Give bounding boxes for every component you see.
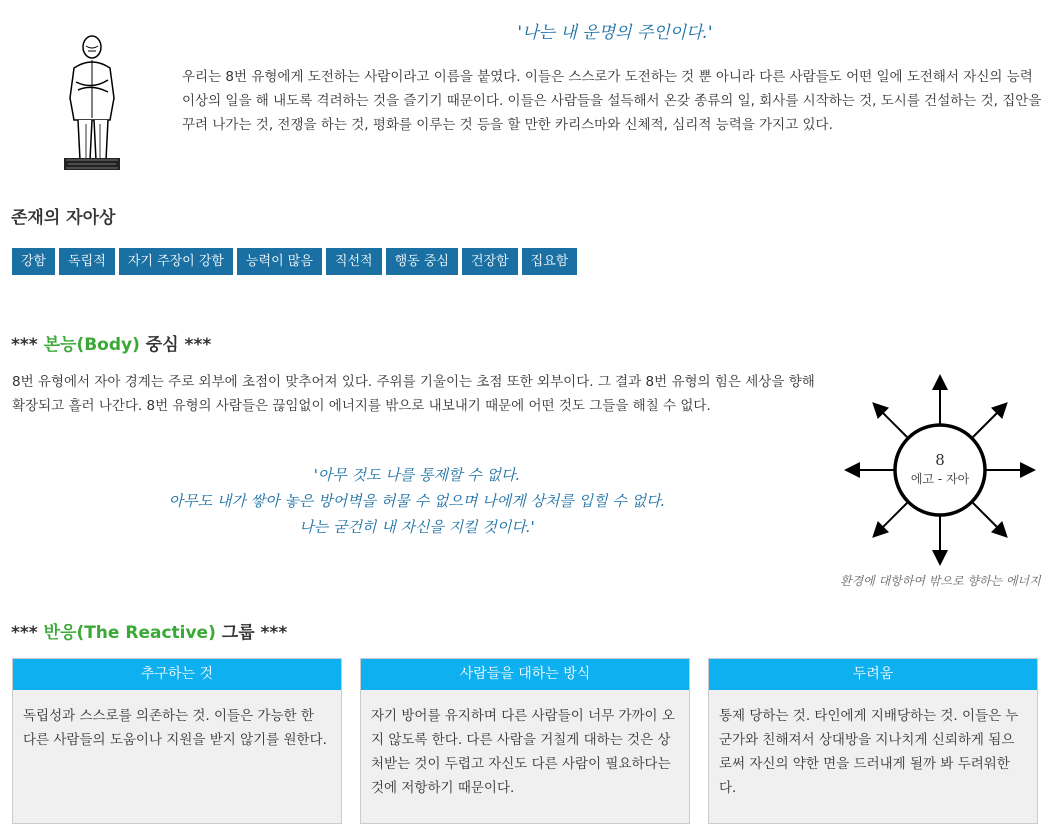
trait-tag: 독립적 bbox=[59, 248, 115, 275]
heading-prefix: *** bbox=[11, 623, 38, 643]
diagram-label: 에고 - 자아 bbox=[910, 472, 970, 486]
self-image-heading: 존재의 자아상 bbox=[11, 208, 116, 228]
trait-tag: 행동 중심 bbox=[386, 248, 458, 275]
heading-highlight: 본능(Body) bbox=[43, 335, 140, 355]
card-text: 자기 방어를 유지하며 다른 사람들이 너무 가까이 오지 않도록 한다. 다른 사람을 거칠게 대하는 것은 상처받는 것이 두렵고 자신도 다른 사람이 필요하다는 것에 저항하기 때문이다. bbox=[371, 708, 675, 796]
card-title: 두려움 bbox=[709, 659, 1037, 690]
ego-circle bbox=[895, 425, 985, 515]
reactive-card-treatment bbox=[360, 658, 690, 824]
diagram-number: 8 bbox=[935, 451, 945, 469]
heading-prefix: *** bbox=[11, 335, 38, 355]
businessman-illustration bbox=[56, 34, 128, 176]
card-text: 통제 당하는 것. 타인에게 지배당하는 것. 이들은 누군가와 친해져서 상대방을 지나치게 신뢰하게 됨으로써 자신의 약한 면을 드러내게 될까 봐 두려워한다. bbox=[719, 708, 1019, 796]
heading-suffix: 그룹 *** bbox=[221, 623, 288, 643]
header-quote: '나는 내 운명의 주인이다.' bbox=[517, 23, 713, 43]
reactive-card-fear bbox=[708, 658, 1038, 824]
intro-paragraph: 우리는 8번 유형에게 도전하는 사람이라고 이름을 붙였다. 이들은 스스로가 도전하는 것 뿐 아니라 다른 사람들도 어떤 일에 도전해서 자신의 능력 이상의 일을 해 내도록 격려하는 것을 즐기기 때문이다. 이들은 사람들을 설득해서 온갖 종류의 일, 회사를 시작하는 것, 도시를 건설하는 것, 집안을 꾸려 나가는 것, 전쟁을 하는 것, 평화를 이루는 것 등을 할 만한 카리스마와 신체적, 심리적 능력을 가지고 있다. bbox=[182, 69, 1042, 133]
quote-line: 아무도 내가 쌓아 놓은 방어벽을 허물 수 없으며 나에게 상처를 입힐 수 없다. bbox=[168, 492, 666, 510]
body-center-heading bbox=[11, 330, 211, 355]
card-title: 사람들을 대하는 방식 bbox=[361, 659, 689, 690]
trait-tag: 자기 주장이 강함 bbox=[119, 248, 233, 275]
heading-highlight: 반응(The Reactive) bbox=[43, 623, 216, 643]
ego-energy-diagram bbox=[840, 370, 1040, 570]
trait-tag: 강함 bbox=[12, 248, 55, 275]
quote-line: 나는 굳건히 내 자신을 지킬 것이다.' bbox=[299, 518, 535, 536]
body-center-paragraph: 8번 유형에서 자아 경계는 주로 외부에 초점이 맞추어져 있다. 주위를 기울이는 초점 또한 외부이다. 그 결과 8번 유형의 힘은 세상을 향해 확장되고 흘러 나간다. 8번 유형의 사람들은 끊임없이 에너지를 밖으로 내보내기 때문에 어떤 것도 그들을 해칠 수 없다. bbox=[12, 374, 815, 414]
trait-tag: 집요함 bbox=[522, 248, 578, 275]
trait-tag: 능력이 많음 bbox=[237, 248, 322, 275]
trait-tag-list bbox=[12, 248, 577, 275]
body-center-quote bbox=[12, 462, 822, 540]
heading-suffix: 중심 *** bbox=[145, 335, 212, 355]
diagram-caption: 환경에 대항하여 밖으로 향하는 에너지 bbox=[840, 574, 1041, 588]
trait-tag: 직선적 bbox=[326, 248, 382, 275]
card-text: 독립성과 스스로를 의존하는 것. 이들은 가능한 한 다른 사람들의 도움이나 지원을 받지 않기를 원한다. bbox=[23, 708, 327, 748]
quote-line: '아무 것도 나를 통제할 수 없다. bbox=[313, 466, 521, 484]
trait-tag: 건장함 bbox=[462, 248, 518, 275]
reactive-card-pursuit bbox=[12, 658, 342, 824]
reactive-heading bbox=[11, 618, 287, 643]
card-title: 추구하는 것 bbox=[13, 659, 341, 690]
